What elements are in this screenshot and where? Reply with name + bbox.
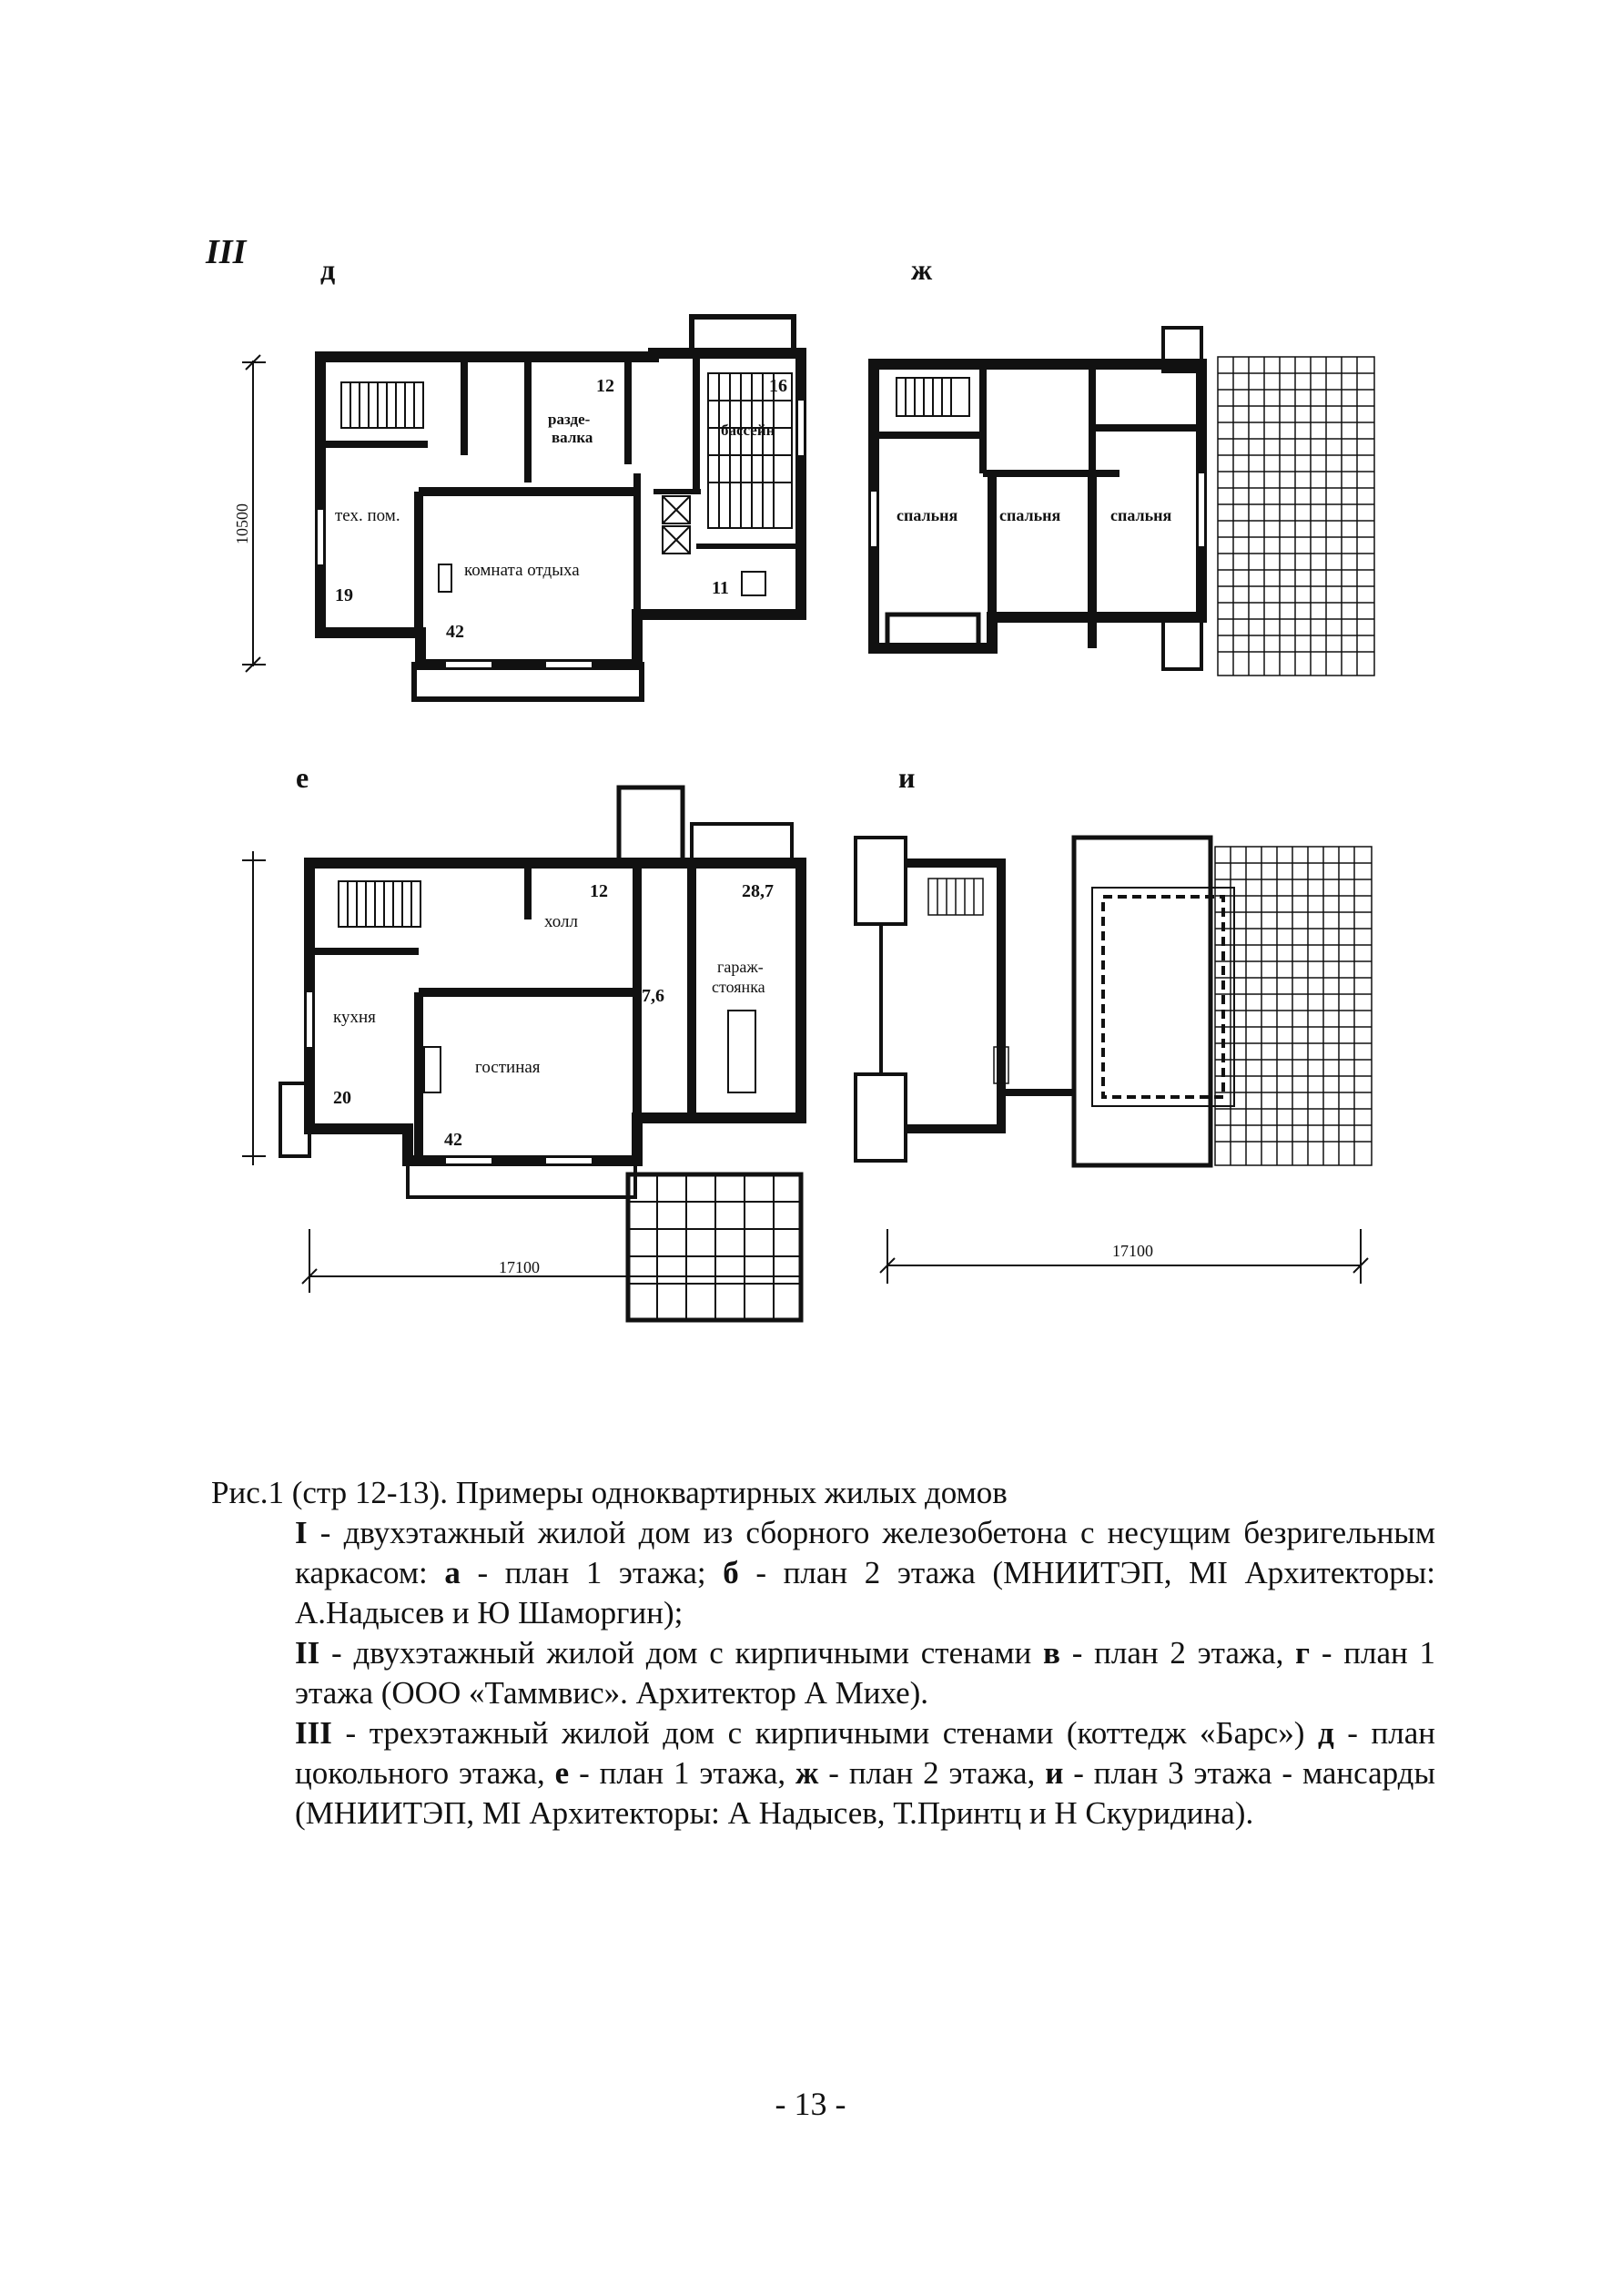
caption-text-3d: - план 2 этажа, — [818, 1755, 1046, 1791]
caption-numeral-1: I — [295, 1515, 308, 1550]
room-area-tech: 19 — [335, 585, 353, 605]
room-label-tech: тех. пом. — [335, 506, 400, 525]
caption-text-3b: - план цокольного этажа, — [295, 1715, 1435, 1791]
room-area-rest: 42 — [446, 622, 464, 642]
dimension-label-d: 10500 — [233, 503, 251, 544]
caption-letter-g: г — [1295, 1635, 1311, 1671]
caption-letter-e: е — [554, 1755, 570, 1791]
room-area-cloak: 12 — [596, 376, 614, 396]
dimension-label-e: 17100 — [499, 1258, 540, 1276]
room-label-kitchen: кухня — [333, 1008, 376, 1027]
dimension-label-i: 17100 — [1112, 1242, 1153, 1260]
caption-text-3e: - план 3 этажа - мансарды (МНИИТЭП, МI Архитекторы: А Надысев, Т.Принтц и Н Скуридина). — [295, 1755, 1435, 1831]
room-area-pool: 16 — [769, 376, 787, 396]
room-label-living: гостиная — [475, 1058, 541, 1077]
caption-letter-b: б — [723, 1555, 739, 1590]
caption-numeral-2: II — [295, 1635, 320, 1671]
room-label-bed3: спальня — [1110, 506, 1172, 524]
room-label-pool: бассейн — [721, 422, 775, 439]
room-label-bed2: спальня — [999, 506, 1061, 524]
caption-text-1b: - план 1 этажа; — [460, 1555, 724, 1590]
caption-text-2b: - план 2 этажа, — [1059, 1635, 1296, 1671]
caption-letter-i: и — [1045, 1755, 1064, 1791]
section-numeral: III — [206, 233, 247, 271]
caption-item-3 — [211, 1713, 1435, 1834]
caption-letter-d: д — [1317, 1715, 1334, 1751]
room-label-garage-2: стоянка — [712, 978, 765, 996]
caption-letter-a: а — [444, 1555, 461, 1590]
room-label-cloak-2: валка — [552, 429, 593, 446]
caption-numeral-3: III — [295, 1715, 332, 1751]
figure-caption — [211, 1473, 1435, 1834]
walls-i — [856, 838, 1234, 1165]
roof-grid-i — [928, 847, 1372, 1165]
caption-letter-zh: ж — [795, 1755, 819, 1791]
room-area-hall: 12 — [590, 881, 608, 901]
caption-item-2 — [211, 1633, 1435, 1713]
room-area-garage: 28,7 — [742, 881, 774, 901]
caption-text-3a: - трехэтажный жилой дом с кирпичными стенами (коттедж «Барс») — [331, 1715, 1318, 1751]
plan-e-letter: е — [296, 761, 309, 794]
caption-letter-v: в — [1043, 1635, 1060, 1671]
room-area-kitchen: 20 — [333, 1088, 351, 1108]
caption-text-2a: - двухэтажный жилой дом с кирпичными стенами — [319, 1635, 1044, 1671]
caption-text-2c: - план 1 этажа (ООО «Таммвис». Архитектор А Михе). — [295, 1635, 1436, 1711]
caption-text-1c: - план 2 этажа (МНИИТЭП, МI Архитекторы: А.Надысев и Ю Шаморгин); — [295, 1555, 1435, 1631]
caption-item-1 — [211, 1513, 1435, 1633]
plan-i-letter: и — [898, 761, 916, 794]
plan-zh-letter: ж — [911, 253, 933, 286]
room-area-small: 11 — [712, 578, 729, 598]
room-label-bed1: спальня — [897, 506, 958, 524]
plan-d-letter: д — [320, 253, 336, 286]
room-label-cloak-1: разде- — [548, 411, 591, 428]
page-number: - 13 - — [775, 2086, 846, 2122]
caption-text-1a: - двухэтажный жилой дом из сборного железобетона с несущим безригельным каркасом: — [295, 1515, 1435, 1590]
room-area-vestibule: 7,6 — [642, 986, 664, 1006]
room-label-hall: холл — [544, 912, 578, 931]
room-area-living: 42 — [444, 1130, 462, 1150]
room-label-rest: комната отдыха — [464, 561, 580, 580]
room-label-garage-1: гараж- — [717, 958, 764, 976]
caption-title: Рис.1 (стр 12-13). Примеры одноквартирных жилых домов — [211, 1475, 1008, 1510]
caption-text-3c: - план 1 этажа, — [569, 1755, 795, 1791]
